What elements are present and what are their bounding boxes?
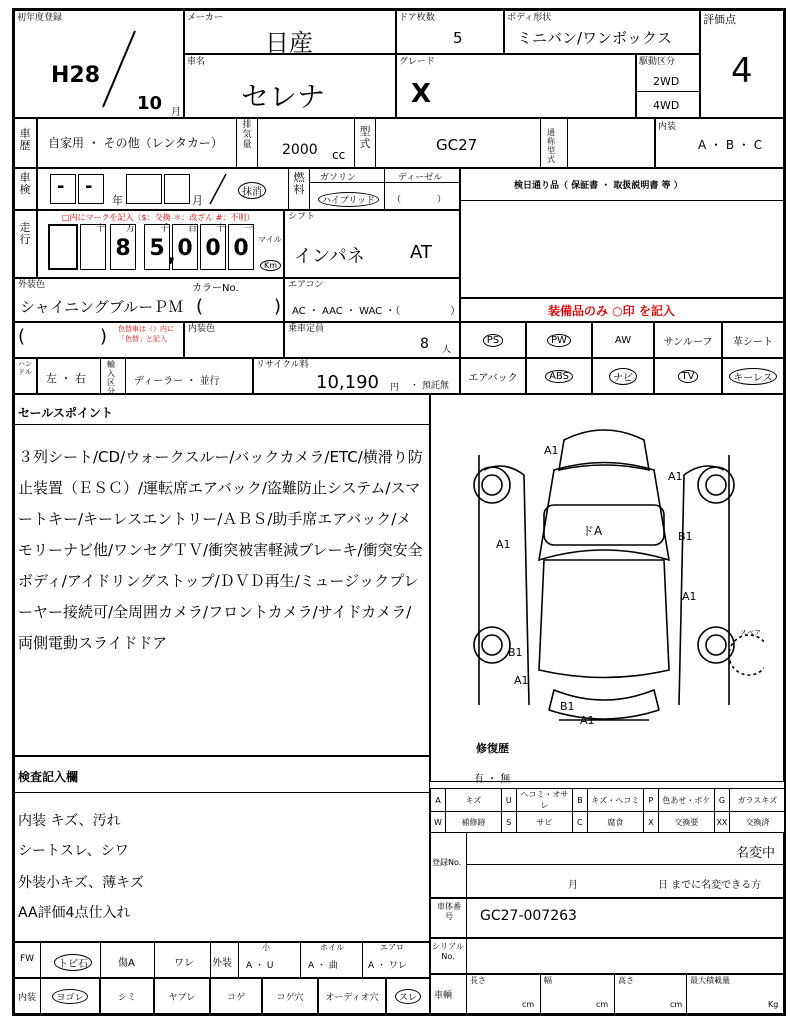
name-change: 名変中 [736,846,776,861]
equipment-label: PS [483,334,503,347]
displacement-label: 排気量 [242,120,252,150]
equipment-option [654,322,722,358]
wheel-label: ホイル [320,943,344,952]
legend-cell: 交換要 [658,812,714,833]
equipment-option [460,358,526,394]
fw-option: 傷A [118,958,135,969]
damage-mark: A1 [580,714,595,727]
damage-mark: A1 [682,590,697,603]
legend-cell: XX [714,812,729,833]
legend-cell: U [501,789,516,812]
legend-cell: B [572,789,587,812]
interior-label: 内装 [658,122,677,132]
inspection-note: 外装小キズ、薄キズ [18,875,144,891]
score-label: 評価点 [703,13,736,26]
equipment-label: サンルーフ [663,336,713,348]
insp-month-unit: 月 [192,194,203,207]
reg-year-label: 初年度登録 [17,13,63,23]
length-label: 長さ [470,976,486,985]
doors-cell [396,10,504,54]
interior-grades: A ・ B ・ C [698,138,763,152]
month-unit: 月 [171,107,181,118]
reg-month: 10 [137,93,163,114]
reg-no-label: 登録No. [432,858,462,867]
fuel-label: 燃料 [293,171,305,196]
recycle-label: リサイクル料 [256,360,309,370]
mileage-unit-label: 十 [96,224,106,234]
hybrid-paren: （ ） [392,195,447,205]
model-label: 型式 [359,125,371,150]
legend-cell: サビ [516,812,572,833]
drive-2wd: 2WD [653,75,680,88]
equipment-option [526,358,592,394]
equipment-option [592,322,654,358]
score: 4 [731,51,753,91]
int-option [210,978,262,1014]
grade: X [411,79,432,109]
recycle-unit: 円 [390,383,400,393]
common-model-label: 通称型式 [547,128,555,164]
doors-label: ドア枚数 [399,13,435,23]
mileage-digit: 5 [149,236,165,261]
deadline: 月 日 までに名変できる方 [568,880,762,891]
interior-color-label: 内装色 [188,324,216,334]
car-name-cell [184,54,396,118]
diesel: ディーゼル [398,173,443,183]
serial-cell [430,938,784,974]
legend-cell: キズ・ヘコミ [587,789,643,812]
int-option-label: シミ [117,992,136,1003]
int-option [318,978,386,1014]
chassis: GC27-007263 [480,908,577,924]
mileage-unit-label: 百 [188,224,198,234]
drive-cell [636,54,700,118]
fw-option: ワレ [174,958,194,969]
shift: インパネ [294,246,365,267]
legend-cell: P [643,789,658,812]
equipment-option [722,358,784,394]
damage-mark: B1 [560,700,575,713]
height-label: 高さ [618,976,634,985]
mileage-unit-label: 一 [244,224,254,234]
color-label: 外装色 [18,280,46,290]
equipment-label: エアバック [468,372,518,384]
transmission: AT [410,242,432,263]
equipment-option [460,322,526,358]
import-options: ディーラー ・ 並行 [134,376,220,387]
equipment-option [654,358,722,394]
aero-label: エアロ [380,943,404,952]
history-label: 車歴 [19,127,31,152]
mileage-digit: 0 [177,236,193,261]
history-options: 自家用 ・ その他（レンタカー） [48,136,223,150]
int-option [154,978,210,1014]
legend-cell: C [572,812,587,833]
body-type-cell [504,10,700,54]
dims-label: 車輌 [434,991,453,1001]
equipment-label: キーレス [729,368,777,385]
docs: 検日通り品（ 保証書 ・ 取扱説明書 等 ） [514,181,683,191]
recycle: 10,190 [316,372,379,393]
int-label: 内装 [18,993,37,1003]
shift-label: シフト [288,212,316,222]
reg-year-cell [14,10,184,118]
damage-mark: A1 [496,538,511,551]
damage-mark: B1 [678,530,693,543]
aero-options: A ・ ワレ [368,961,407,971]
fw-option: トビ石 [54,954,92,971]
recycle-deposit: ・ 預託無 [410,381,449,391]
capacity: 8 [420,336,429,352]
body-type: ミニバン/ワンボックス [517,29,672,47]
ac-label: エアコン [288,280,324,290]
equipment-title: 装備品のみ ○印 を記入 [548,304,675,318]
equipment-label: PW [547,334,571,347]
handle-options: 左 ・ 右 [46,372,86,385]
int-option [100,978,154,1014]
legend-cell: A [431,789,446,812]
equipment-option [592,358,654,394]
car-name: セレナ [241,80,326,113]
km-label: Km [260,260,281,271]
maker: 日産 [265,29,313,57]
drive-label: 駆動区分 [639,57,676,67]
equipment-label: AW [614,334,632,346]
mileage-unit-label: 十 [216,224,226,234]
grade-cell [396,54,636,118]
weight-unit: Kg [768,1000,779,1009]
gasoline: ガソリン [320,173,357,183]
ac-options: AC ・ AAC ・ WAC ・（ ） [292,306,461,317]
sales-points-text: ３列シート/CD/ウォークスルー/バックカメラ/ETC/横滑り防止装置（ＥＳＣ）/運転席エアバック/盗難防止システム/スマートキー/キーレスエントリー/ＡＢＳ/助手席エアバック/メモリーナビ他/ワンセグＴＶ/衝突被害軽減ブレーキ/衝突安全ボディ/アイドリングストップ/ＤＶＤ再生/ミュージックプレーヤー接続可/全周囲カメラ/フロントカメラ/サイドカメラ/両側電動スライドドア [18,448,423,652]
inspection-note: AA評価4点仕入れ [18,905,131,921]
int-option-label: コゲ穴 [276,992,304,1003]
legend-cell: 交換済 [729,812,785,833]
int-option [386,978,430,1014]
damage-mark: A1 [514,674,529,687]
legend-cell: キズ [445,789,501,812]
height-unit: cm [670,1000,683,1009]
model: GC27 [436,136,478,154]
equipment-option [526,322,592,358]
expired: 抹消 [238,182,266,199]
equipment-label: TV [678,370,699,383]
small-label: 小 [262,943,270,952]
mileage-digit: 0 [205,236,221,261]
capacity-unit: 人 [442,345,452,355]
wheel-options: A ・ 曲 [308,961,338,971]
int-option-label: ヨゴレ [52,989,87,1004]
car-diagram [444,410,764,730]
mileage-unit-label: 万 [126,224,136,234]
insp-year-unit: 年 [112,194,123,207]
int-option-label: ヤブレ [168,992,196,1003]
displacement: 2000 [282,142,318,158]
repair-options: 有 ・ 無 [474,774,511,785]
mileage-digit: 0 [233,236,249,261]
legend-cell: X [643,812,658,833]
doors: 5 [453,29,463,47]
fw-label: FW [20,954,35,964]
legend-cell: G [714,789,729,812]
sales-points-label: セールスポイント [18,406,113,420]
damage-mark: B1 [508,646,523,659]
cc-unit: cc [332,148,346,162]
damage-mark: A1 [544,444,559,457]
repair-label: 修復歴 [476,742,509,755]
mileage-label: 走行 [19,221,31,246]
color-change-note: 色替車は（）内に「色替」と記入 [118,325,174,343]
drive-4wd: 4WD [653,99,680,112]
int-option [262,978,318,1014]
spare-label: スペア [740,629,761,637]
color: シャイニングブルーＰＭ [20,298,184,316]
equipment-option [722,322,784,358]
reg-year: H28 [51,63,101,88]
grade-label: グレード [399,57,436,67]
mileage-note: □内にマークを記入（$：交換 ＊：改ざん #：不明） [62,213,255,222]
int-option-label: スレ [395,989,421,1004]
legend-cell: ヘコミ・オサレ [516,789,572,812]
damage-legend [430,788,786,833]
weight-label: 最大積載量 [690,976,730,985]
ext-label: 外装 [212,958,232,969]
legend-cell: 色あせ・ボケ [658,789,714,812]
body-type-label: ボディ形状 [507,13,552,23]
damage-mark: A1 [668,470,683,483]
equipment-label: ナビ [609,368,637,385]
small-options: A ・ U [246,961,274,971]
car-name-label: 車名 [187,57,206,67]
maker-label: メーカー [187,13,223,23]
legend-cell: S [501,812,516,833]
import-label: 輸入区分 [107,360,115,396]
width-label: 幅 [544,976,552,985]
damage-center: ドA [582,524,603,538]
chassis-label: 車体番号 [437,902,461,921]
width-unit: cm [596,1000,609,1009]
int-option-label: コゲ [226,992,245,1003]
legend-cell: ガラスキズ [729,789,785,812]
int-option-label: オーディオ穴 [325,992,379,1003]
hybrid: ハイブリッド [318,192,379,207]
inspection-note: シートスレ、シワ [18,843,129,859]
legend-cell: 腐食 [587,812,643,833]
mile-label: マイル [258,235,282,244]
capacity-label: 乗車定員 [288,324,325,334]
serial-label: シリアルNo. [432,942,464,961]
legend-cell: W [431,812,446,833]
inspection-notes-label: 検査記入欄 [18,770,79,784]
auction-sheet: 初年度登録 H28 10 月 メーカー 日産 ドア枚数 5 ボディ形状 ミニバン/ワンボックス 評価点 4 車名 セレナ グレード X 駆動区分 2WD 4WD 車歴 自家用 ・ その他（レンタカー） 排気量 2000 cc 型式 GC27 通称型式 内装 A ・ B ・ C 車検 - - 年 月 抹消 燃料 ガソリン ディーゼル ハイブリッド （ ） 検日通り品（ 保証書 ・ 取扱説明書 等 ） 走行 □内にマークを記入（$：交換 ＊：改ざん #：不明） 十 万 千 百 十 一 8 5 0 0 0 , マイル Km シフト インパネ AT 外装色 カラーNo. シャイニングブルーＰＭ ( ) エアコン AC ・ AAC ・ WAC ・（ ） 装備品のみ ○印 を記入 ( ) 色替車は（）内に「色替」と記入 内装色 乗車定員 8 人 PS PW AW サンルーフ 革シート エアバック ABS ナビ TV キーレス ハンドル 左 ・ 右 輸入区分 ディーラー ・ 並行 リサイクル料 10,190 円 ・ 預託無 セールスポイント ３列シート/CD/ウォークスルー/バックカメラ/ETC/横滑り防止装置（ＥＳＣ）/運転席エアバック/盗難防止システム/スマートキー/キーレスエントリー/ＡＢＳ/助手席エアバック/メモリーナビ他/ワンセグＴＶ/衝突被害軽減ブレーキ/衝突安全ボディ/アイドリングストップ/ＤＶＤ再生/ミュージックプレーヤー接続可/全周囲カメラ/フロントカメラ/サイドカメラ/両側電動スライドドア A1 A1 A1 B1 A1 B1 A1 B1 A1 ドA スペア 修復歴 有 ・ 無 A キズ U ヘコミ・オサレ B キズ・ヘコミ P 色あせ・ボケ G ガラスキズ W 補修跡 S サビ C 腐食 X 交換要 XX 交換済 検査記入欄 内装 キズ、汚れ シートスレ、シワ 外装小キズ、薄キズ AA評価4点仕入れ 登録No. 名変中 月 日 までに名変できる方 車体番号 GC27-007263 シリアルNo. FW トビ石 傷A ワレ 外装 小 A ・ U ホイル A ・ 曲 エアロ A ・ ワレ 内装 ヨゴレ シミ ヤブレ コゲ コゲ穴 オーディオ穴 スレ 車輌 長さ cm 幅 cm 高さ cm 最大積載量 Kg [12,8,786,1016]
int-option [40,978,100,1014]
equipment-label: 革シート [733,336,773,348]
score-cell [700,10,784,118]
maker-cell [184,10,396,57]
mileage-digit: 8 [115,236,131,261]
color-no-label: カラーNo. [192,283,239,294]
legend-cell: 補修跡 [445,812,501,833]
equipment-label: ABS [545,370,573,383]
mileage-unit-label: 千 [160,224,170,234]
inspection-label: 車検 [19,171,31,196]
length-unit: cm [522,1000,535,1009]
handle-label: ハンドル [18,360,32,376]
inspection-note: 内装 キズ、汚れ [18,813,121,829]
